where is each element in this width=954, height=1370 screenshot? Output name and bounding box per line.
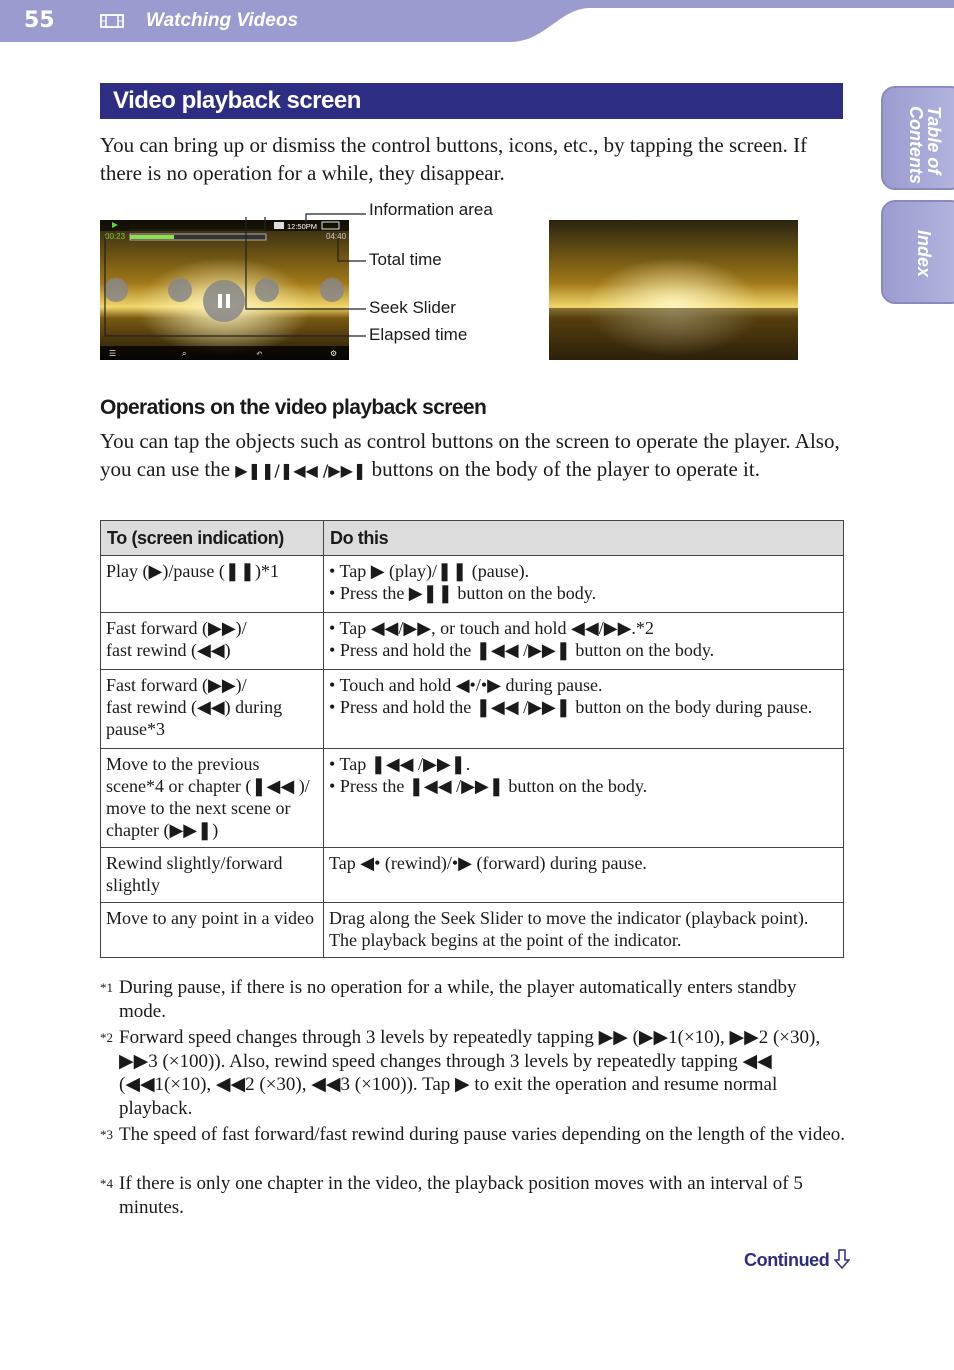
- page-header: [0, 0, 954, 42]
- page-title: Video playback screen: [113, 87, 361, 114]
- row-to: Play (▶)/pause (❚❚)*1: [101, 556, 324, 613]
- ops-button-symbols: ▶❚❚/❚◀◀ /▶▶❚: [235, 460, 367, 480]
- row-to: Move to the previous scene*4 or chapter (❚◀◀ )/ move to the next scene or chapter (▶▶❚): [101, 749, 324, 848]
- footnote-4: *4 If there is only one chapter in the video, the playback position moves with an interval of 5 minutes.: [100, 1173, 803, 1218]
- table-row: [101, 749, 844, 848]
- tab-table-of-contents[interactable]: [881, 86, 954, 190]
- callout-total-time: Total time: [369, 250, 442, 269]
- section-title: Watching Videos: [146, 10, 299, 31]
- operations-paragraph: [100, 428, 845, 484]
- row-to: Move to any point in a video: [101, 903, 324, 958]
- row-do-item: • Tap ▶ (play)/❚❚ (pause).: [329, 561, 530, 581]
- tab-index[interactable]: [881, 200, 954, 304]
- ops-text-2: buttons on the body of the player to operate it.: [366, 456, 760, 481]
- row-to: Rewind slightly/forward slightly: [101, 848, 324, 903]
- header-background: [0, 0, 954, 42]
- elapsed-time: 00:23: [105, 232, 126, 241]
- row-do: Drag along the Seek Slider to move the indicator (playback point). The playback begins at the point of the indicator.: [324, 903, 844, 958]
- operations-table: [100, 520, 844, 958]
- callout-information-area: Information area: [369, 200, 493, 219]
- intro-paragraph: You can bring up or dismiss the control buttons, icons, etc., by tapping the screen. If there is no operation for a while, they disappear.: [100, 133, 808, 185]
- table-header-to: To (screen indication): [101, 521, 324, 556]
- callout-elapsed-time: Elapsed time: [369, 325, 468, 344]
- table-row: [101, 903, 844, 958]
- row-do-item: • Press the ▶❚❚ button on the body.: [329, 583, 597, 603]
- playback-screen-clean-image: [549, 220, 798, 360]
- tab-toc-label: Table of Contents: [906, 106, 944, 184]
- ops-text-1: You can tap the objects such as control buttons on the screen to operate the player. Also, you can use the: [100, 429, 840, 481]
- table-row: [101, 556, 844, 613]
- row-to: Fast forward (▶▶)/ fast rewind (◀◀): [101, 613, 324, 670]
- footnote-1: *1 During pause, if there is no operation for a while, the player automatically enters standby mode.: [100, 977, 797, 1022]
- svg-text:↶: ↶: [256, 349, 263, 358]
- tab-index-label: Index: [914, 230, 934, 278]
- row-do-item: • Tap ❚◀◀ /▶▶❚.: [329, 754, 471, 774]
- footnote-3: *3 The speed of fast forward/fast rewind during pause varies depending on the length of the video.: [100, 1124, 845, 1145]
- callout-seek-slider: Seek Slider: [369, 298, 456, 317]
- callout-lines: [100, 200, 370, 350]
- arrow-down-icon: [834, 1249, 850, 1269]
- continued-label: Continued: [744, 1250, 830, 1270]
- row-do-item: • Tap ◀◀/▶▶, or touch and hold ◀◀/▶▶.*2: [329, 618, 654, 638]
- page-number: 55: [24, 8, 55, 33]
- row-do-item: • Press and hold the ❚◀◀ /▶▶❚ button on the body.: [329, 640, 715, 660]
- continued-link[interactable]: [744, 1249, 850, 1271]
- svg-text:⚙: ⚙: [330, 349, 338, 358]
- footnote-2: *2 Forward speed changes through 3 levels by repeatedly tapping ▶▶ (▶▶1(×10), ▶▶2 (×30), ▶▶3 (×100)). Also, rewind speed changes through 3 levels by repeatedly tapping ◀◀ (◀◀1(×10), ◀◀2 (×30), ◀◀3 (×100)). Tap ▶ to exit the operation and resume normal playback.: [100, 1027, 821, 1119]
- table-row: [101, 670, 844, 749]
- film-icon: [100, 13, 124, 29]
- svg-text:⌕: ⌕: [182, 349, 187, 358]
- table-header-do: Do this: [324, 521, 844, 556]
- row-to: Fast forward (▶▶)/ fast rewind (◀◀) during pause*3: [101, 670, 324, 749]
- section-heading-bar: [100, 83, 843, 119]
- operations-heading: Operations on the video playback screen: [100, 396, 487, 419]
- status-time: 12:50PM: [287, 222, 318, 231]
- row-do-item: • Press and hold the ❚◀◀ /▶▶❚ button on the body during pause.: [329, 697, 813, 717]
- table-row: [101, 613, 844, 670]
- row-do: Tap ◀• (rewind)/•▶ (forward) during pause.: [324, 848, 844, 903]
- svg-text:☰: ☰: [109, 349, 117, 358]
- row-do-item: • Touch and hold ◀•/•▶ during pause.: [329, 675, 603, 695]
- row-do-item: • Press the ❚◀◀ /▶▶❚ button on the body.: [329, 776, 648, 796]
- table-row: [101, 848, 844, 903]
- total-time: 04:40: [326, 232, 347, 241]
